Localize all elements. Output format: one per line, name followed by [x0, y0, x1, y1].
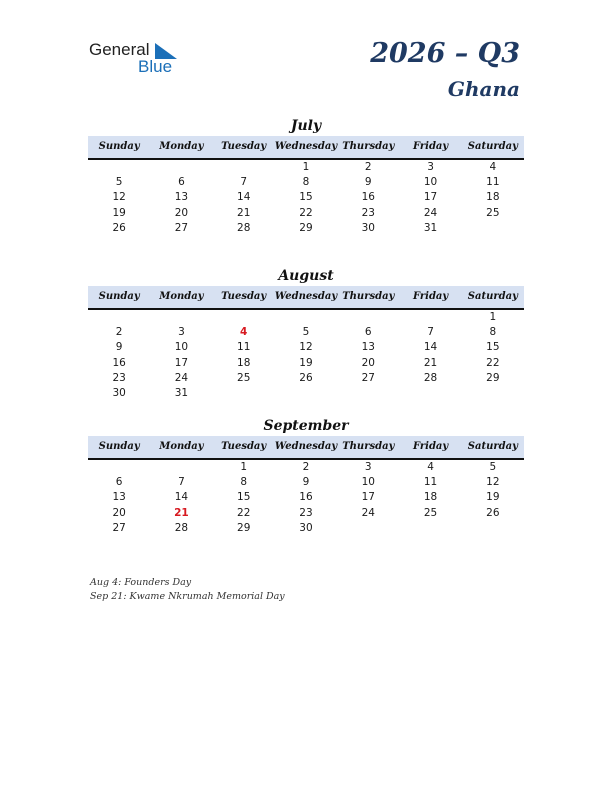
day-cell: 5 — [489, 461, 497, 473]
page-title: 2026 – Q3 — [370, 38, 520, 69]
week-row — [88, 190, 524, 205]
day-cell: 20 — [112, 506, 126, 519]
day-cell: 11 — [486, 176, 500, 189]
empty-day-cell — [337, 521, 399, 536]
weekday-label: Thursday — [342, 441, 395, 452]
day-cell: 21 — [237, 206, 251, 219]
day-cell: 6 — [364, 326, 372, 339]
holiday-note: Aug 4: Founders Day — [90, 577, 192, 588]
weekday-label: Wednesday — [274, 291, 338, 302]
day-cell: 26 — [486, 506, 500, 519]
weekday-label: Tuesday — [221, 441, 267, 452]
weekday-label: Thursday — [342, 291, 395, 302]
week-row — [88, 475, 524, 490]
day-cell: 18 — [486, 191, 500, 204]
day-cell: 14 — [423, 341, 438, 354]
day-cell: 27 — [112, 521, 126, 534]
day-cell: 31 — [174, 386, 189, 399]
day-cell: 5 — [302, 326, 310, 339]
day-cell: 8 — [302, 176, 310, 189]
day-cell: 23 — [299, 506, 313, 519]
empty-day-cell — [462, 521, 524, 536]
week-row — [88, 490, 524, 505]
holiday-note: Sep 21: Kwame Nkrumah Memorial Day — [90, 591, 285, 602]
empty-day-cell — [150, 160, 212, 175]
day-cell: 7 — [240, 176, 248, 189]
day-cell: 8 — [240, 476, 248, 489]
holiday-notes — [90, 576, 285, 604]
month-calendar-july — [88, 116, 524, 236]
day-cell: 19 — [299, 356, 313, 369]
day-cell: 19 — [112, 206, 126, 219]
day-cell: 3 — [427, 161, 434, 173]
empty-day-cell — [275, 310, 337, 325]
month-name: July — [290, 118, 322, 134]
empty-day-cell — [88, 310, 150, 325]
day-cell: 15 — [486, 341, 500, 354]
logo-blue-text: Blue — [138, 57, 173, 76]
week-row — [88, 386, 524, 401]
day-cell: 25 — [486, 206, 500, 219]
day-cell: 18 — [237, 356, 251, 369]
day-cell: 14 — [237, 191, 251, 204]
day-cell: 27 — [361, 371, 375, 384]
day-cell: 28 — [237, 221, 251, 234]
day-cell: 28 — [174, 521, 189, 534]
day-cell: 22 — [237, 506, 251, 519]
day-cell: 11 — [237, 341, 251, 354]
day-cell: 10 — [361, 476, 375, 489]
day-cell: 27 — [174, 221, 189, 234]
day-cell: 31 — [423, 221, 438, 234]
day-cell: 7 — [178, 476, 185, 489]
month-name: September — [263, 418, 349, 434]
week-row — [88, 356, 524, 371]
empty-day-cell — [213, 310, 275, 325]
empty-day-cell — [462, 386, 524, 401]
empty-day-cell — [150, 460, 212, 475]
weekday-label: Friday — [412, 441, 449, 452]
country-name: Ghana — [447, 77, 520, 101]
day-cell: 30 — [112, 386, 126, 399]
day-cell: 16 — [299, 491, 313, 504]
day-cell: 9 — [115, 341, 123, 354]
week-row — [88, 371, 524, 386]
day-cell: 18 — [423, 491, 438, 504]
weekday-label: Tuesday — [221, 291, 267, 302]
day-cell: 28 — [423, 371, 438, 384]
empty-day-cell — [88, 160, 150, 175]
day-cell: 13 — [361, 341, 375, 354]
day-cell: 24 — [361, 506, 375, 519]
empty-day-cell — [462, 221, 524, 236]
day-cell: 23 — [361, 206, 375, 219]
day-cell: 19 — [486, 491, 500, 504]
day-cell: 22 — [299, 206, 313, 219]
month-calendar-september — [88, 416, 524, 536]
week-row — [88, 160, 524, 175]
weekday-header-row — [88, 436, 524, 460]
day-cell: 17 — [361, 491, 375, 504]
weekday-label: Monday — [159, 141, 204, 152]
month-calendar-august — [88, 266, 524, 401]
day-cell: 25 — [423, 506, 438, 519]
day-cell: 29 — [299, 221, 313, 234]
weekday-label: Friday — [412, 141, 449, 152]
week-row — [88, 521, 524, 536]
day-cell: 26 — [299, 371, 313, 384]
day-cell: 4 — [427, 461, 434, 473]
week-row — [88, 206, 524, 221]
week-row — [88, 175, 524, 190]
day-cell: 3 — [364, 461, 372, 473]
day-cell: 16 — [112, 356, 126, 369]
weekday-label: Saturday — [467, 441, 518, 452]
weekday-label: Sunday — [98, 441, 140, 452]
day-cell: 16 — [361, 191, 375, 204]
day-cell: 12 — [486, 476, 500, 489]
weekday-label: Thursday — [342, 141, 395, 152]
empty-day-cell — [337, 310, 399, 325]
weekday-label: Sunday — [98, 291, 140, 302]
empty-day-cell — [337, 386, 399, 401]
day-cell: 12 — [299, 341, 313, 354]
day-cell: 12 — [112, 191, 126, 204]
empty-day-cell — [275, 386, 337, 401]
day-grid — [88, 460, 524, 536]
day-cell: 30 — [299, 521, 313, 534]
weekday-label: Wednesday — [274, 141, 338, 152]
day-cell: 29 — [237, 521, 251, 534]
logo-general-text: General — [89, 40, 150, 59]
day-cell: 2 — [115, 326, 123, 339]
week-row — [88, 460, 524, 475]
day-cell: 4 — [489, 161, 497, 173]
day-cell: 10 — [174, 341, 189, 354]
day-cell: 3 — [178, 326, 185, 339]
week-row — [88, 325, 524, 340]
day-cell: 13 — [174, 191, 189, 204]
day-cell: 5 — [115, 176, 123, 189]
day-cell: 6 — [115, 476, 123, 489]
weekday-label: Tuesday — [221, 141, 267, 152]
weekday-label: Wednesday — [274, 441, 338, 452]
day-cell: 20 — [174, 206, 189, 219]
day-cell: 13 — [112, 491, 126, 504]
day-cell: 17 — [423, 191, 438, 204]
holiday-day-cell: 21 — [174, 506, 189, 519]
day-cell: 9 — [364, 176, 372, 189]
holiday-day-cell: 4 — [240, 326, 248, 339]
day-cell: 30 — [361, 221, 375, 234]
empty-day-cell — [213, 386, 275, 401]
weekday-header-row — [88, 286, 524, 310]
empty-day-cell — [399, 310, 461, 325]
weekday-label: Saturday — [467, 291, 518, 302]
day-cell: 25 — [237, 371, 251, 384]
weekday-label: Sunday — [98, 141, 140, 152]
day-cell: 29 — [486, 371, 500, 384]
day-cell: 23 — [112, 371, 126, 384]
day-cell: 2 — [302, 461, 310, 473]
day-grid — [88, 160, 524, 236]
week-row — [88, 340, 524, 355]
day-cell: 17 — [174, 356, 189, 369]
day-cell: 1 — [489, 311, 497, 323]
day-cell: 20 — [361, 356, 375, 369]
day-grid — [88, 310, 524, 401]
week-row — [88, 506, 524, 521]
weekday-label: Monday — [159, 291, 204, 302]
day-cell: 6 — [178, 176, 185, 189]
week-row — [88, 221, 524, 236]
day-cell: 11 — [423, 476, 438, 489]
day-cell: 2 — [364, 161, 372, 173]
day-cell: 9 — [302, 476, 310, 489]
day-cell: 1 — [302, 161, 310, 173]
day-cell: 24 — [423, 206, 438, 219]
empty-day-cell — [399, 386, 461, 401]
day-cell: 21 — [423, 356, 438, 369]
weekday-label: Monday — [159, 441, 204, 452]
day-cell: 1 — [240, 461, 248, 473]
day-cell: 8 — [489, 326, 497, 339]
month-name: August — [278, 268, 334, 284]
day-cell: 10 — [423, 176, 438, 189]
logo — [89, 40, 189, 80]
day-cell: 15 — [237, 491, 251, 504]
weekday-label: Friday — [412, 291, 449, 302]
empty-day-cell — [88, 460, 150, 475]
empty-day-cell — [150, 310, 212, 325]
day-cell: 15 — [299, 191, 313, 204]
empty-day-cell — [213, 160, 275, 175]
day-cell: 14 — [174, 491, 189, 504]
weekday-header-row — [88, 136, 524, 160]
day-cell: 24 — [174, 371, 189, 384]
day-cell: 7 — [427, 326, 434, 339]
day-cell: 26 — [112, 221, 126, 234]
day-cell: 22 — [486, 356, 500, 369]
weekday-label: Saturday — [467, 141, 518, 152]
empty-day-cell — [399, 521, 461, 536]
week-row — [88, 310, 524, 325]
